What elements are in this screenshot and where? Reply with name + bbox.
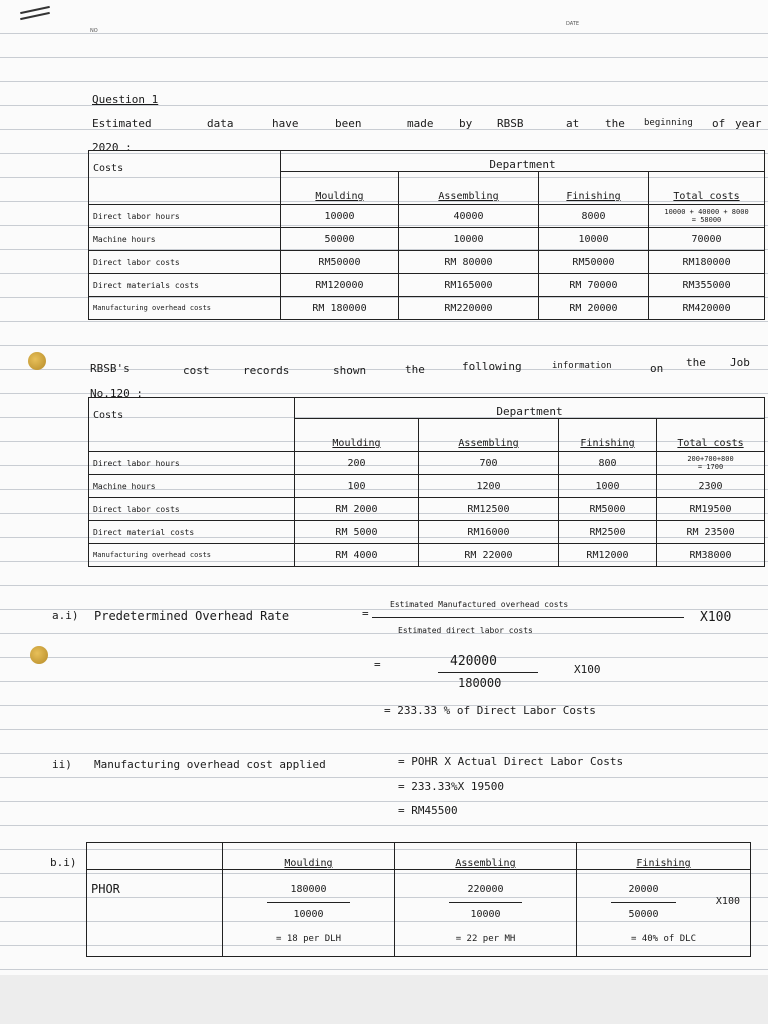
cell: 800 <box>559 452 657 475</box>
question-intro-line2: 2020 : <box>92 141 132 154</box>
row-label: Direct labor hours <box>89 452 295 475</box>
row-label: Machine hours <box>89 475 295 498</box>
cell: RM 80000 <box>399 251 539 274</box>
cell: 100 <box>295 475 419 498</box>
finishing-calc <box>577 870 751 957</box>
mo-applied-term: Manufacturing overhead cost applied <box>94 758 326 771</box>
cell: RM220000 <box>399 297 539 320</box>
total-note-line2: = 58000 <box>691 216 722 224</box>
step2-denominator: 180000 <box>458 676 502 690</box>
word: information <box>552 361 612 371</box>
row-label: Direct materials costs <box>89 274 281 297</box>
phor-table <box>86 842 751 957</box>
word: by <box>459 117 473 130</box>
word: data <box>207 117 234 130</box>
cell: 8000 <box>539 205 649 228</box>
cell: 50000 <box>281 228 399 251</box>
column-moulding: Moulding <box>281 172 399 205</box>
word: Estimated <box>92 117 152 130</box>
total-note-cell <box>649 205 765 228</box>
pohr-result: = 233.33 % of Direct Labor Costs <box>384 704 596 717</box>
cell: 10000 <box>281 205 399 228</box>
denominator: 10000 <box>470 909 501 920</box>
no-label: NO <box>90 28 98 34</box>
cell: RM 22000 <box>419 544 559 567</box>
cell: RM2500 <box>559 521 657 544</box>
table-row <box>89 521 765 544</box>
cell: RM19500 <box>657 498 765 521</box>
cell: 200 <box>295 452 419 475</box>
step2-times: X100 <box>574 663 601 676</box>
word: at <box>566 117 580 130</box>
total-note-cell <box>657 452 765 475</box>
pohr-term: Predetermined Overhead Rate <box>94 609 290 623</box>
cell: RM355000 <box>649 274 765 297</box>
column-total-costs: Total costs <box>649 172 765 205</box>
step2-numerator: 420000 <box>450 654 497 669</box>
formula-numerator: Estimated Manufactured overhead costs <box>390 600 569 609</box>
row-label: Direct labor costs <box>89 251 281 274</box>
word: made <box>407 117 434 130</box>
question-title: Question 1 <box>92 93 159 106</box>
assembling-calc <box>395 870 577 957</box>
cell: 1000 <box>559 475 657 498</box>
word: shown <box>333 364 367 377</box>
column-moulding: Moulding <box>223 843 395 870</box>
cell: 70000 <box>649 228 765 251</box>
row-label: Direct material costs <box>89 521 295 544</box>
result: = 18 per DLH <box>275 934 342 944</box>
denominator: 10000 <box>293 909 324 920</box>
phor-corner <box>87 843 223 870</box>
cell: RM 180000 <box>281 297 399 320</box>
cell: 10000 <box>539 228 649 251</box>
numerator: 20000 <box>611 878 676 903</box>
cell: RM180000 <box>649 251 765 274</box>
part-a-label: a.i) <box>52 609 79 622</box>
word: beginning <box>644 118 693 128</box>
part-aii-label: ii) <box>52 758 72 771</box>
column-finishing: Finishing <box>577 843 751 870</box>
total-note-line1: 200+700+800 <box>687 455 734 463</box>
column-finishing: Finishing <box>539 172 649 205</box>
cell: 10000 <box>399 228 539 251</box>
table-row <box>89 251 765 274</box>
word: year <box>735 117 762 130</box>
applied-line3: = RM45500 <box>398 804 458 817</box>
column-assembling: Assembling <box>399 172 539 205</box>
row-label: Direct labor costs <box>89 498 295 521</box>
word: records <box>243 364 290 377</box>
cell: RM 20000 <box>539 297 649 320</box>
part-b-label: b.i) <box>50 856 77 869</box>
phor-label: PHOR <box>87 870 223 957</box>
table-row <box>89 205 765 228</box>
denominator: 50000 <box>628 909 659 920</box>
cell: 700 <box>419 452 559 475</box>
table-row <box>89 544 765 567</box>
formula-denominator: Estimated direct labor costs <box>398 626 533 635</box>
word: RBSB <box>497 117 524 130</box>
word: on <box>650 362 664 375</box>
word: been <box>335 117 362 130</box>
cell: RM12500 <box>419 498 559 521</box>
times-100: X100 <box>715 896 740 907</box>
cell: RM 4000 <box>295 544 419 567</box>
numerator: 180000 <box>267 878 350 903</box>
table-row <box>89 475 765 498</box>
table-row <box>89 228 765 251</box>
word: RBSB's <box>90 362 130 375</box>
word: of <box>712 117 726 130</box>
table-row <box>89 498 765 521</box>
table-row <box>89 452 765 475</box>
cell: 2300 <box>657 475 765 498</box>
cell: RM50000 <box>539 251 649 274</box>
total-note-line2: = 1700 <box>697 463 724 471</box>
job-120-table <box>88 397 765 567</box>
table-header-row <box>87 843 751 870</box>
numerator: 220000 <box>449 878 522 903</box>
job-intro-line2: No.120 : <box>90 387 143 400</box>
binder-hole <box>28 352 46 370</box>
binder-hole <box>30 646 48 664</box>
table-corner: Costs <box>89 151 281 205</box>
column-moulding: Moulding <box>295 419 419 452</box>
cell: RM 2000 <box>295 498 419 521</box>
result: = 40% of DLC <box>630 934 697 944</box>
row-label: Machine hours <box>89 228 281 251</box>
cell: RM420000 <box>649 297 765 320</box>
cell: RM5000 <box>559 498 657 521</box>
cell: 40000 <box>399 205 539 228</box>
column-assembling: Assembling <box>395 843 577 870</box>
equals-sign: = <box>362 607 369 620</box>
total-note-line1: 10000 + 40000 + 8000 <box>664 208 749 216</box>
word: cost <box>183 364 210 377</box>
department-header: Department <box>281 151 765 172</box>
row-label: Manufacturing overhead costs <box>89 544 295 567</box>
cell: RM120000 <box>281 274 399 297</box>
column-total-costs: Total costs <box>657 419 765 452</box>
row-label: Direct labor hours <box>89 205 281 228</box>
background-surface <box>0 975 768 1024</box>
result: = 22 per MH <box>455 934 516 944</box>
applied-line1: = POHR X Actual Direct Labor Costs <box>398 755 624 768</box>
word: the <box>405 363 425 376</box>
word: the <box>686 356 706 369</box>
word: following <box>462 360 522 373</box>
department-header: Department <box>295 398 765 419</box>
table-corner: Costs <box>89 398 295 452</box>
notebook-logo <box>20 6 50 20</box>
word: Job <box>730 356 750 369</box>
applied-line2: = 233.33%X 19500 <box>398 780 504 793</box>
cell: 1200 <box>419 475 559 498</box>
estimated-data-table <box>88 150 765 320</box>
cell: RM50000 <box>281 251 399 274</box>
cell: RM12000 <box>559 544 657 567</box>
table-header-row <box>89 151 765 172</box>
equals-sign: = <box>374 658 381 671</box>
fraction-bar <box>372 617 684 618</box>
word: the <box>605 117 625 130</box>
column-assembling: Assembling <box>419 419 559 452</box>
table-row <box>89 297 765 320</box>
table-header-row <box>89 398 765 419</box>
table-row <box>89 274 765 297</box>
cell: RM 5000 <box>295 521 419 544</box>
column-finishing: Finishing <box>559 419 657 452</box>
moulding-calc <box>223 870 395 957</box>
fraction-bar <box>438 672 538 673</box>
cell: RM165000 <box>399 274 539 297</box>
cell: RM 23500 <box>657 521 765 544</box>
row-label: Manufacturing overhead costs <box>89 297 281 320</box>
word: have <box>272 117 299 130</box>
date-label: DATE <box>566 21 580 27</box>
cell: RM 70000 <box>539 274 649 297</box>
cell: RM38000 <box>657 544 765 567</box>
table-row <box>87 870 751 957</box>
cell: RM16000 <box>419 521 559 544</box>
times-100: X100 <box>700 610 732 625</box>
